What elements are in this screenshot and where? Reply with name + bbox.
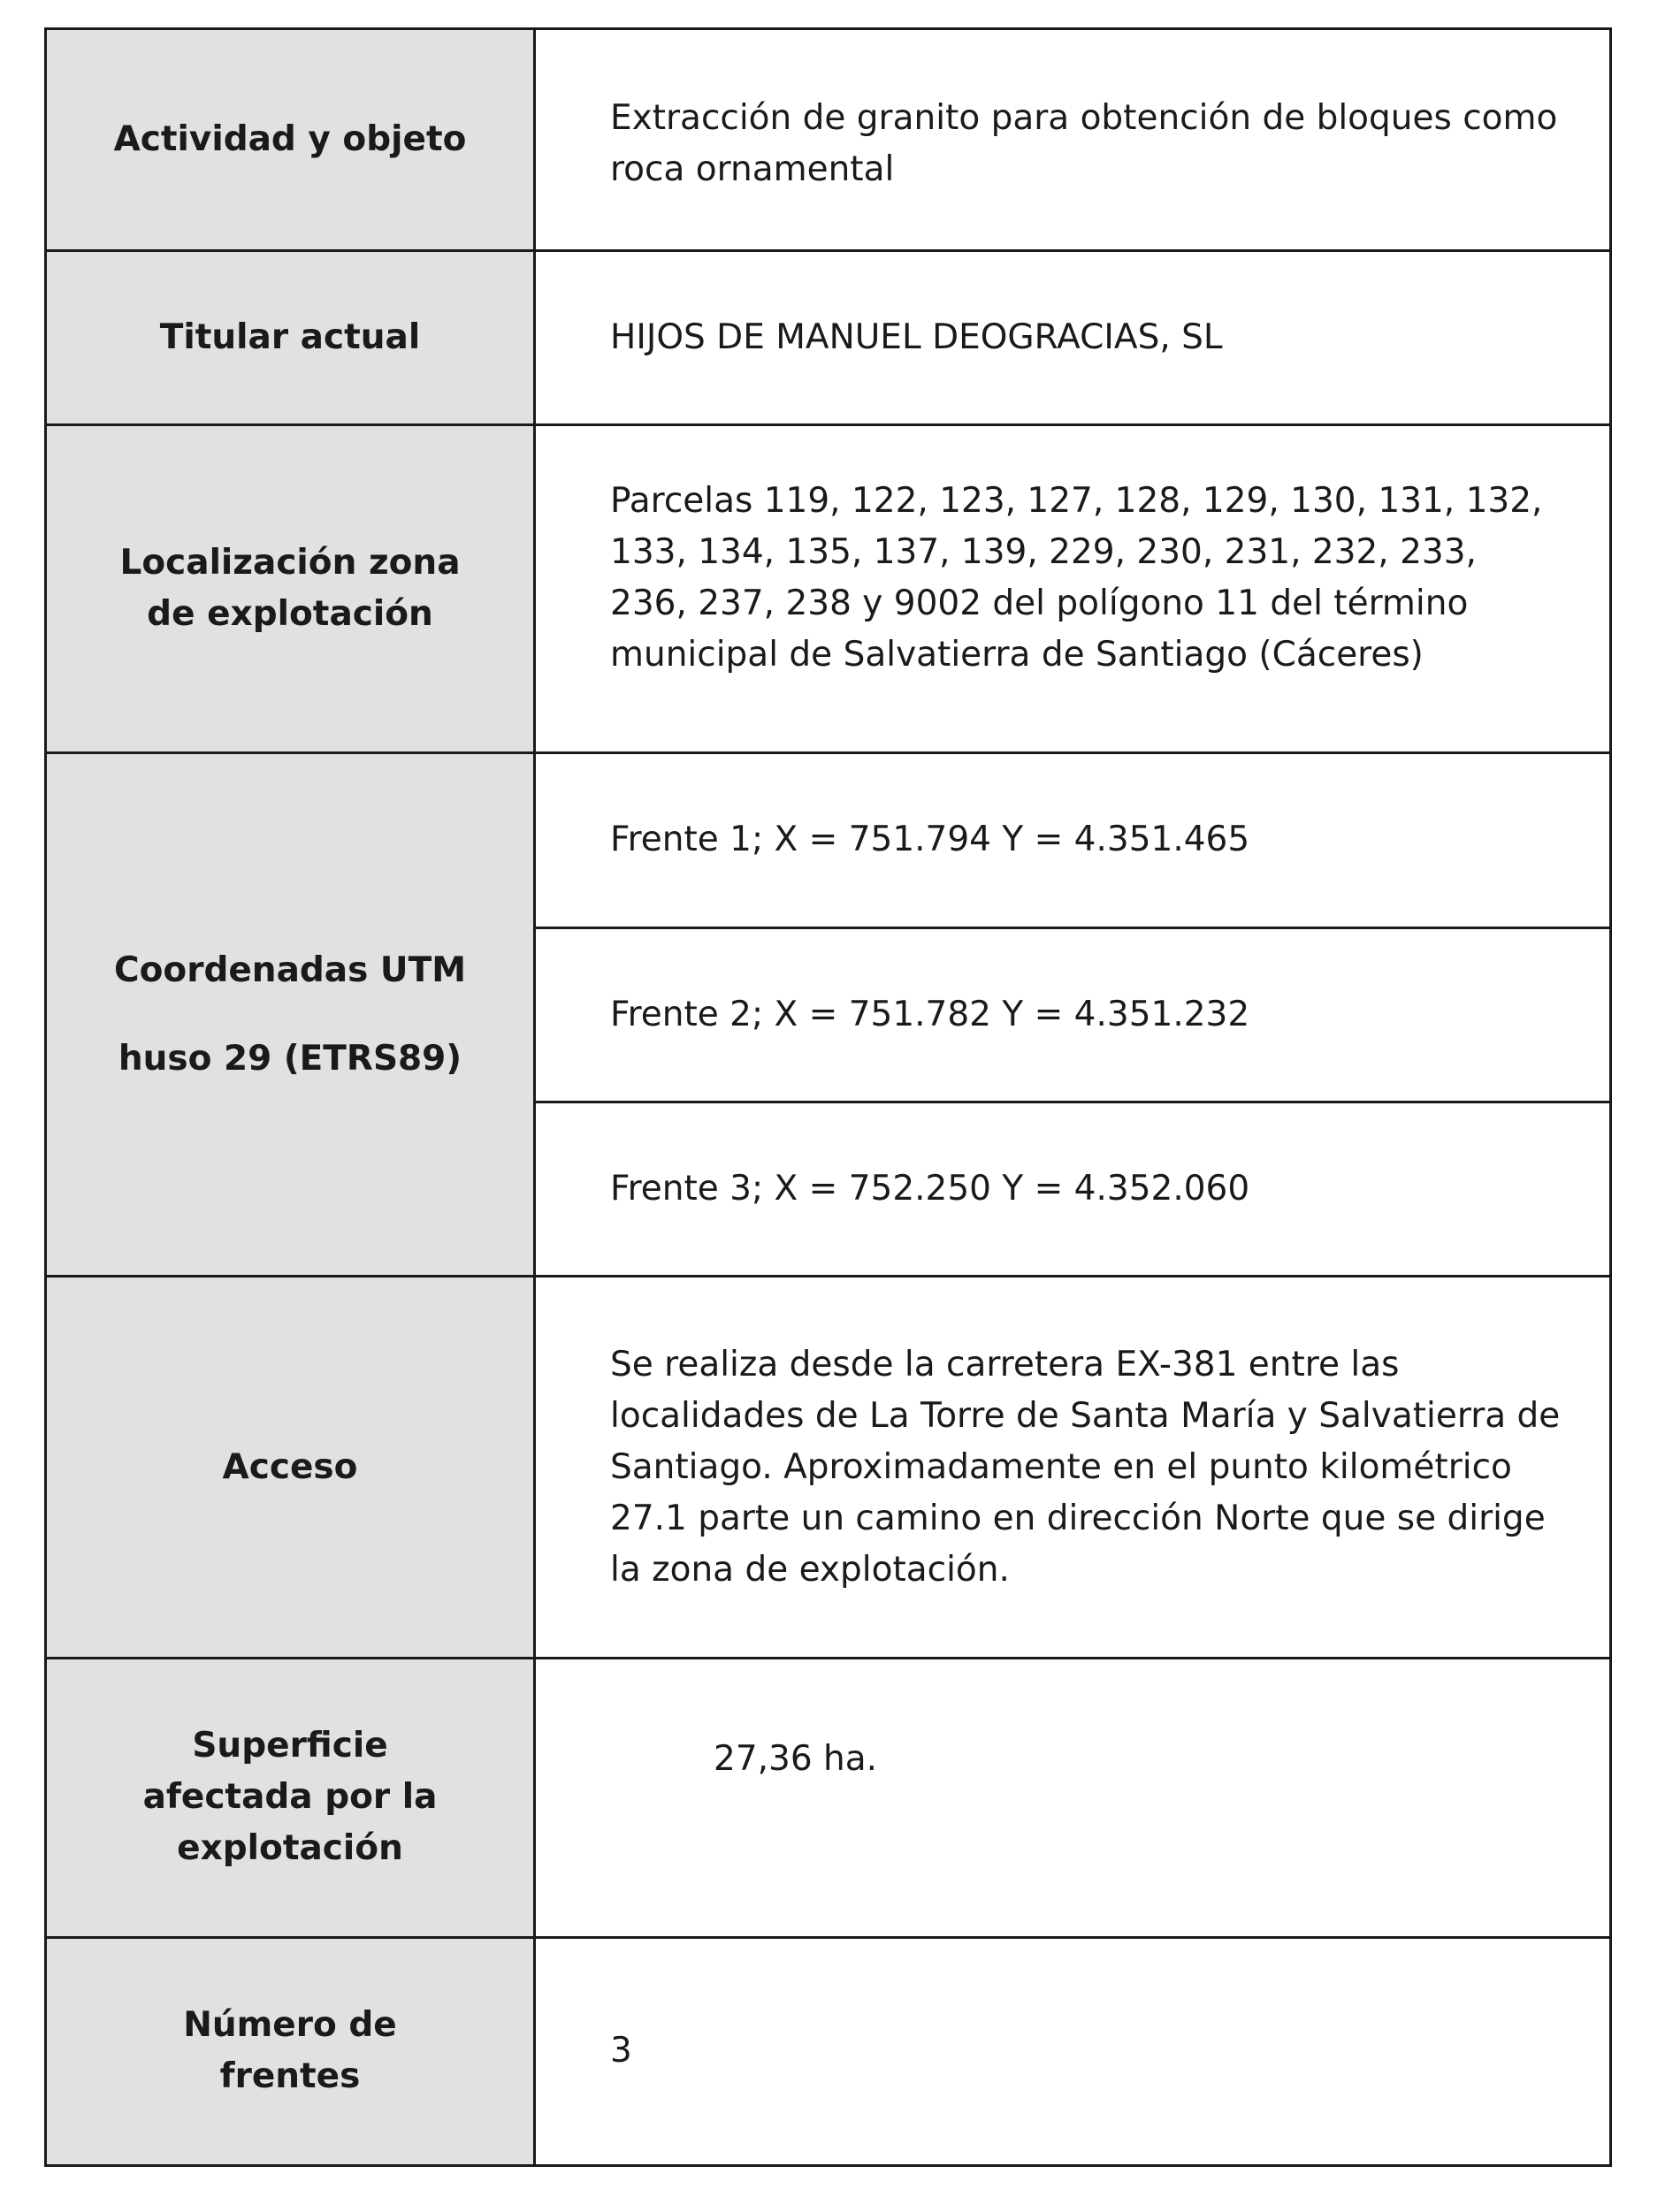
value-text: Frente 2; X = 751.782 Y = 4.351.232 bbox=[610, 994, 1250, 1034]
label-acceso bbox=[46, 1277, 535, 1658]
row-utm-1 bbox=[46, 752, 1611, 927]
value-text: roca ornamental bbox=[610, 149, 895, 189]
label-text: afectada por la bbox=[142, 1777, 438, 1818]
label-text: Número de bbox=[183, 2005, 397, 2046]
value-frente-3 bbox=[535, 1102, 1611, 1277]
value-text: Se realiza desde la carretera EX-381 entre las bbox=[610, 1344, 1400, 1384]
label-text: frentes bbox=[219, 2056, 361, 2097]
label-numero-frentes bbox=[46, 1937, 535, 2165]
value-text: municipal de Salvatierra de Santiago (Cáceres) bbox=[610, 634, 1424, 675]
label-text: Actividad y objeto bbox=[113, 118, 467, 159]
label-superficie bbox=[46, 1658, 535, 1937]
label-text: Acceso bbox=[222, 1446, 358, 1487]
row-superficie bbox=[46, 1658, 1611, 1937]
value-frente-1 bbox=[535, 752, 1611, 927]
label-titular bbox=[46, 250, 535, 424]
info-table bbox=[44, 27, 1612, 2167]
label-localizacion bbox=[46, 424, 535, 752]
value-actividad bbox=[535, 29, 1611, 251]
label-text: Titular actual bbox=[159, 317, 421, 357]
value-text: localidades de La Torre de Santa María y Salvatierra de bbox=[610, 1395, 1561, 1436]
row-actividad bbox=[46, 29, 1611, 251]
value-text: 133, 134, 135, 137, 139, 229, 230, 231, 232, 233, bbox=[610, 531, 1477, 572]
label-coordenadas bbox=[46, 752, 535, 1277]
row-titular bbox=[46, 250, 1611, 424]
value-text: 3 bbox=[610, 2031, 632, 2071]
value-text: Santiago. Aproximadamente en el punto kilométrico bbox=[610, 1446, 1512, 1487]
value-frente-2 bbox=[535, 927, 1611, 1102]
value-text: HIJOS DE MANUEL DEOGRACIAS, SL bbox=[610, 317, 1223, 357]
label-text: Superficie bbox=[192, 1726, 388, 1766]
value-text: Parcelas 119, 122, 123, 127, 128, 129, 130, 131, 132, bbox=[610, 480, 1543, 521]
value-text: 236, 237, 238 y 9002 del polígono 11 del término bbox=[610, 583, 1469, 623]
label-text: Localización zona bbox=[119, 542, 461, 583]
value-text: Extracción de granito para obtención de bloques como bbox=[610, 98, 1558, 138]
value-text: Frente 1; X = 751.794 Y = 4.351.465 bbox=[610, 820, 1250, 860]
label-text: explotación bbox=[177, 1828, 403, 1869]
row-localizacion bbox=[46, 424, 1611, 752]
label-text: de explotación bbox=[147, 593, 433, 634]
value-text: 27.1 parte un camino en dirección Norte que se dirige bbox=[610, 1498, 1546, 1538]
row-acceso bbox=[46, 1277, 1611, 1658]
row-frentes bbox=[46, 1937, 1611, 2165]
value-text: 27,36 ha. bbox=[714, 1738, 878, 1779]
value-titular bbox=[535, 250, 1611, 424]
label-text: huso 29 (ETRS89) bbox=[118, 1038, 462, 1079]
value-text: Frente 3; X = 752.250 Y = 4.352.060 bbox=[610, 1168, 1250, 1209]
value-superficie bbox=[535, 1658, 1611, 1937]
value-localizacion bbox=[535, 424, 1611, 752]
value-text: la zona de explotación. bbox=[610, 1549, 1010, 1590]
label-text: Coordenadas UTM bbox=[114, 950, 466, 990]
value-numero-frentes bbox=[535, 1937, 1611, 2165]
label-actividad bbox=[46, 29, 535, 251]
value-acceso bbox=[535, 1277, 1611, 1658]
